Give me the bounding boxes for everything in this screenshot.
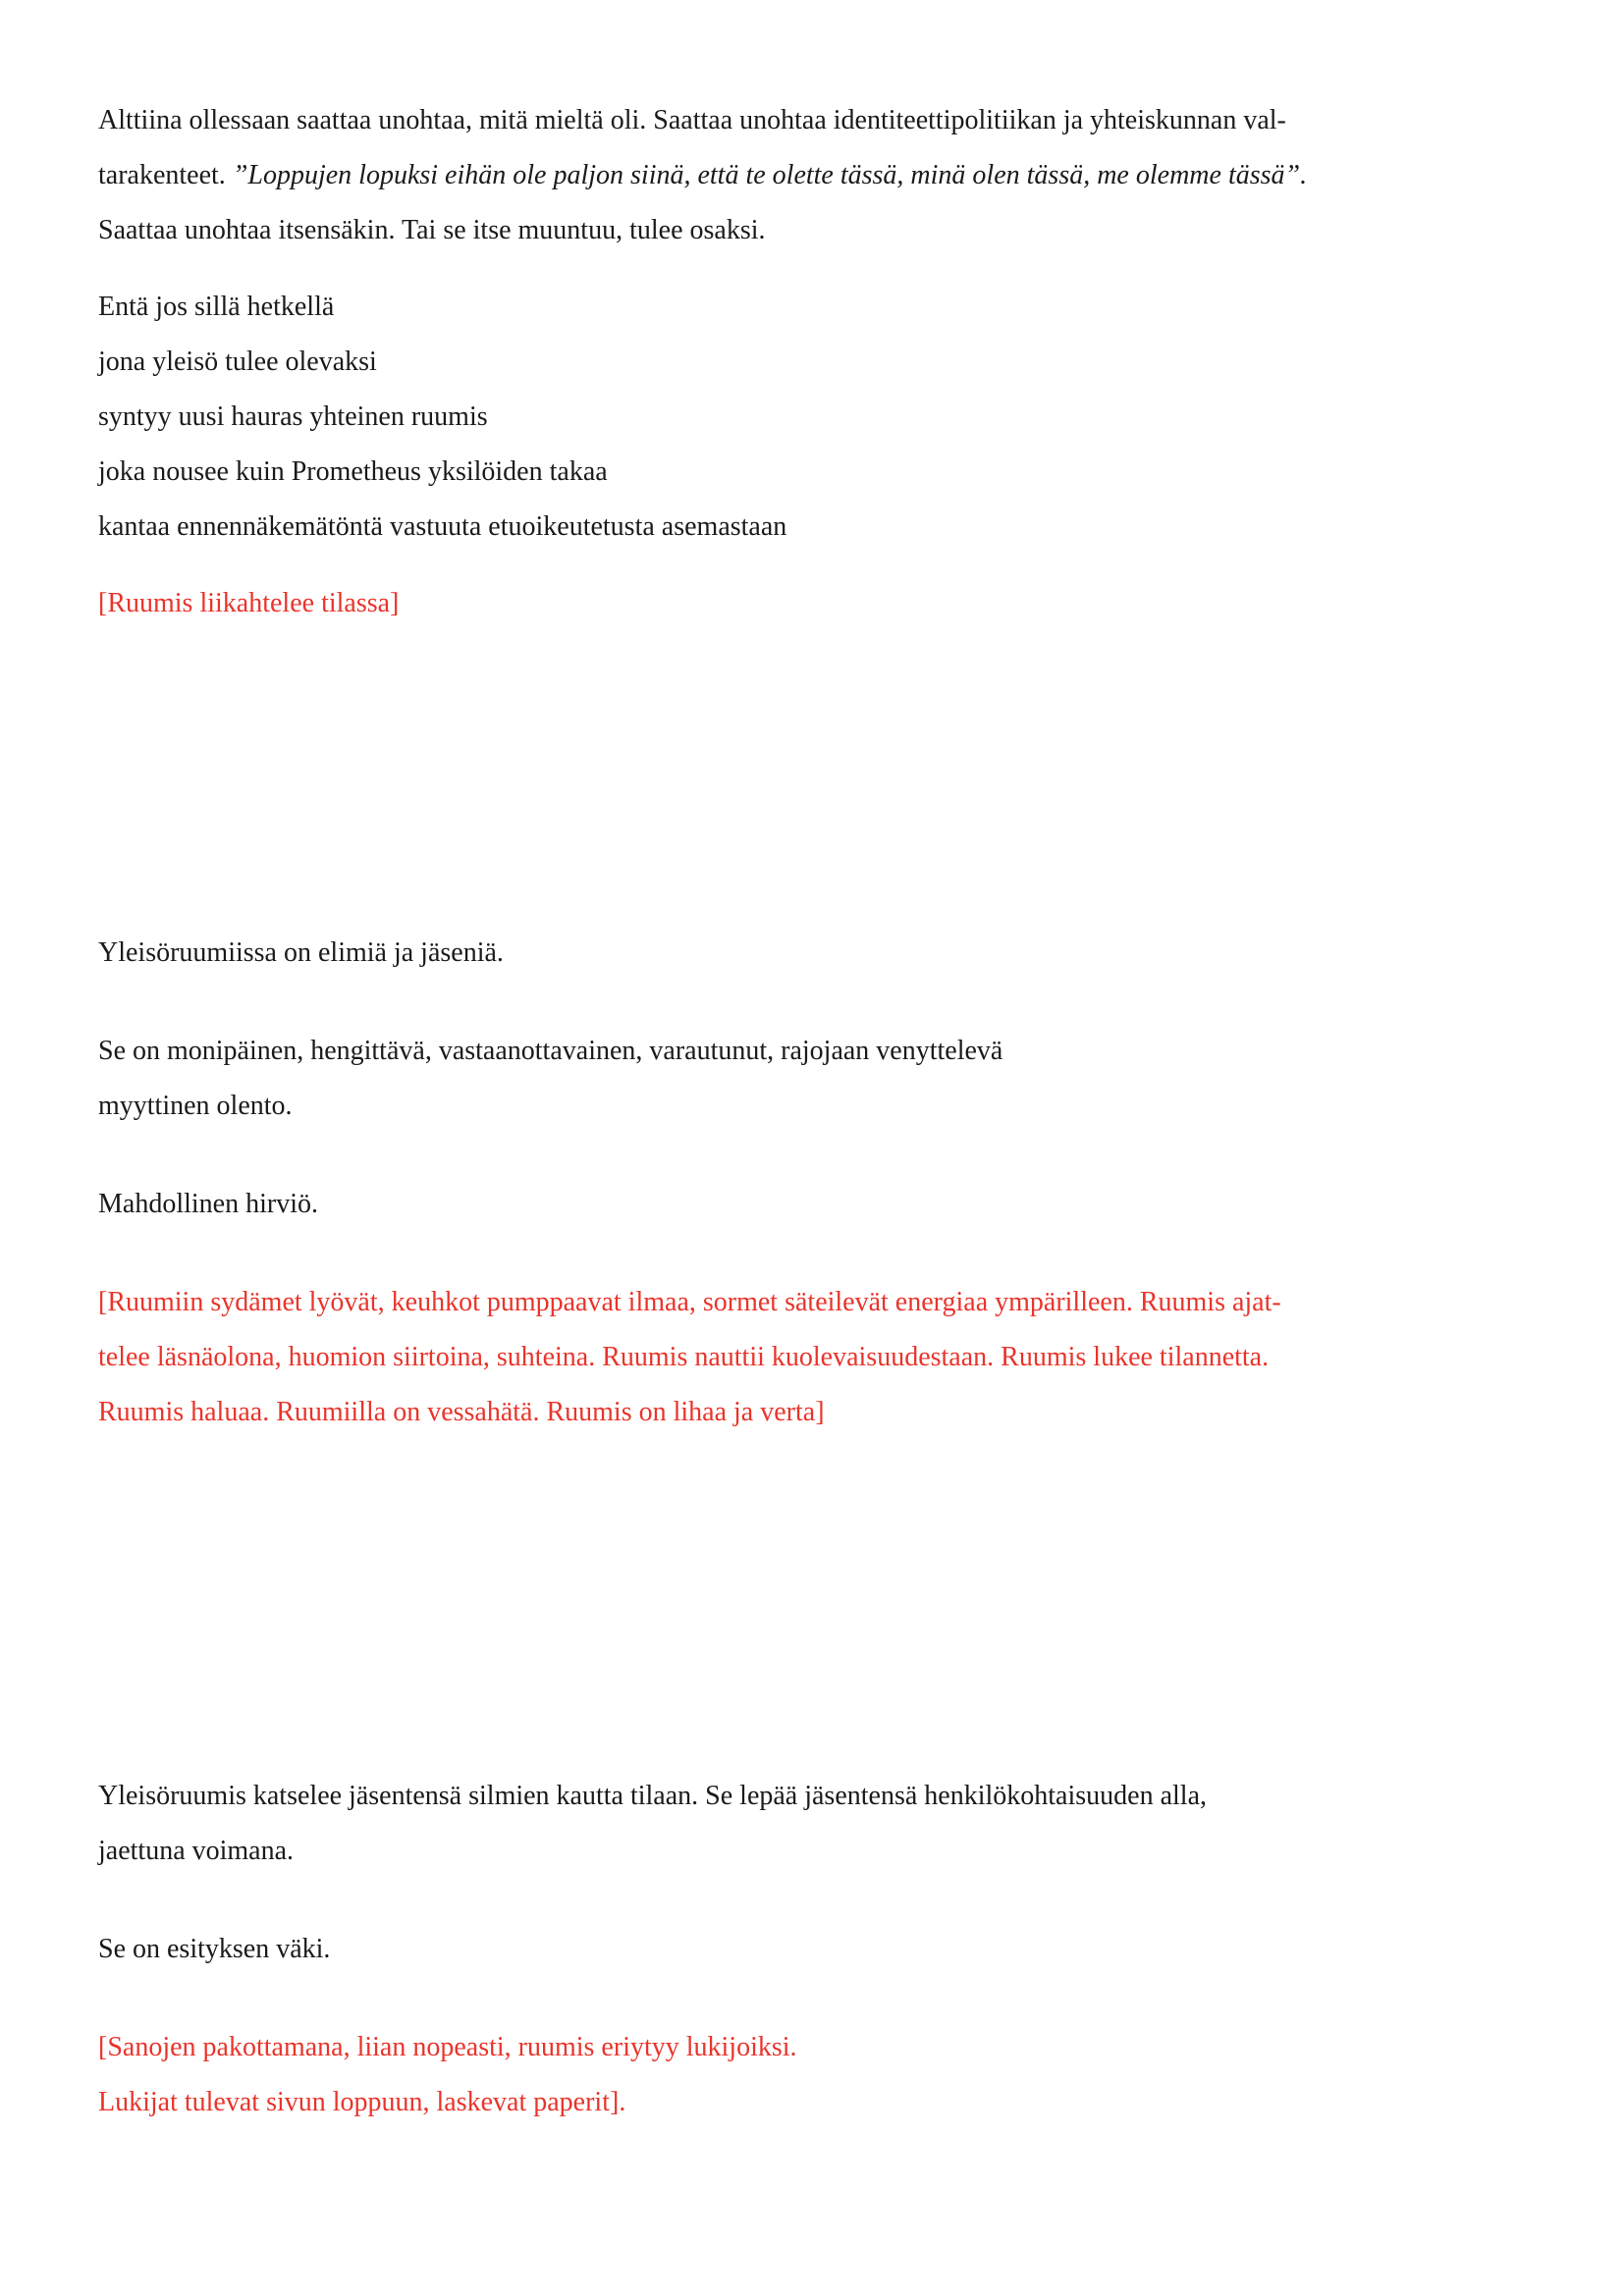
text-line: Se on esityksen väki.: [98, 1934, 331, 1964]
stage-direction-line: [Sanojen pakottamana, liian nopeasti, ruumis eriytyy lukijoiksi.: [98, 2032, 797, 2062]
stage-direction-line: [Ruumiin sydämet lyövät, keuhkot pumppaavat ilmaa, sormet säteilevät energiaa ympärilleen. Ruumis ajat-: [98, 1287, 1281, 1317]
text-line: jaettuna voimana.: [98, 1836, 295, 1866]
stage-direction-2: [98, 1275, 1516, 1440]
paragraph-body-4: [98, 1769, 1516, 1879]
paragraph-body-5: [98, 1922, 1516, 1977]
text-line: myyttinen olento.: [98, 1091, 293, 1121]
stage-direction-3: [98, 2020, 1516, 2130]
poem-stanza: [98, 280, 1516, 555]
text-segment: tarakenteet.: [98, 160, 233, 190]
poem-line: syntyy uusi hauras yhteinen ruumis: [98, 401, 488, 432]
poem-line: joka nousee kuin Prometheus yksilöiden takaa: [98, 456, 608, 487]
paragraph-intro: [98, 93, 1516, 258]
text-line: Saattaa unohtaa itsensäkin. Tai se itse muuntuu, tulee osaksi.: [98, 215, 766, 245]
stage-direction-line: Lukijat tulevat sivun loppuun, laskevat paperit].: [98, 2087, 626, 2117]
stage-direction-1: [98, 576, 1516, 631]
stage-direction-line: telee läsnäolona, huomion siirtoina, suhteina. Ruumis nauttii kuolevaisuudestaan. Ruumis lukee tilannetta.: [98, 1342, 1270, 1372]
paragraph-body-3: [98, 1177, 1516, 1232]
stage-direction-line: Ruumis haluaa. Ruumiilla on vessahätä. Ruumis on lihaa ja verta]: [98, 1397, 825, 1427]
paragraph-body-1: [98, 926, 1516, 981]
text-line: Yleisöruumiissa on elimiä ja jäseniä.: [98, 937, 504, 968]
text-line: [98, 148, 1516, 203]
paragraph-body-2: [98, 1024, 1516, 1134]
text-line: Alttiina ollessaan saattaa unohtaa, mitä mieltä oli. Saattaa unohtaa identiteettipolitiikan ja yhteiskunnan val-: [98, 105, 1286, 135]
text-line: Yleisöruumis katselee jäsentensä silmien kautta tilaan. Se lepää jäsentensä henkilökohtaisuuden alla,: [98, 1781, 1207, 1811]
text-line: Mahdollinen hirviö.: [98, 1189, 318, 1219]
poem-line: kantaa ennennäkemätöntä vastuuta etuoikeutetusta asemastaan: [98, 511, 787, 542]
poem-line: Entä jos sillä hetkellä: [98, 292, 335, 322]
stage-direction-line: [Ruumis liikahtelee tilassa]: [98, 588, 400, 618]
quoted-italic-text: ”Loppujen lopuksi eihän ole paljon siinä, että te olette tässä, minä olen tässä, me olemme tässä”.: [232, 160, 1308, 190]
text-line: Se on monipäinen, hengittävä, vastaanottavainen, varautunut, rajojaan venyttelevä: [98, 1036, 1003, 1066]
poem-line: jona yleisö tulee olevaksi: [98, 347, 377, 377]
